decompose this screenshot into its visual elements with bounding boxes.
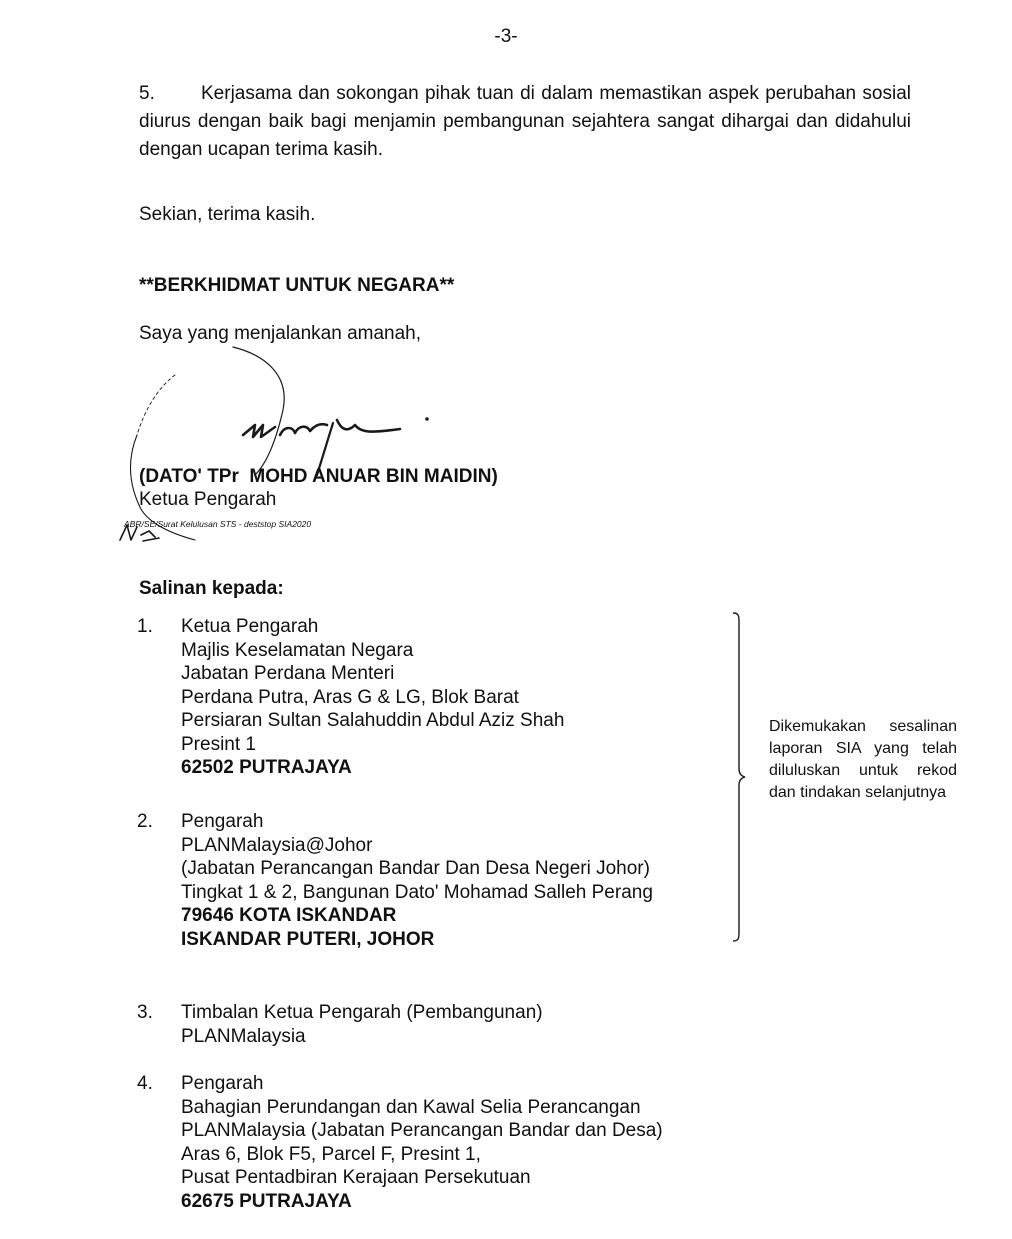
recipient-line: Pengarah <box>181 811 264 832</box>
paragraph-5 <box>139 80 911 164</box>
recipient-line: Aras 6, Blok F5, Parcel F, Presint 1, <box>181 1143 481 1165</box>
recipient-number: 2. <box>137 811 153 832</box>
recipient-number: 3. <box>137 1002 153 1023</box>
recipient-1 <box>137 615 737 785</box>
recipient-line: Jabatan Perdana Menteri <box>181 663 395 684</box>
recipient-line: Ketua Pengarah <box>181 616 319 637</box>
page-number: -3- <box>494 26 518 47</box>
bracket-brace <box>731 611 747 943</box>
closing-text: Sekian, terima kasih. <box>139 204 316 225</box>
signoff: Saya yang menjalankan amanah, <box>139 323 422 344</box>
signatory-title: Ketua Pengarah <box>139 489 277 510</box>
recipient-4 <box>137 1072 737 1222</box>
recipient-line: Persiaran Sultan Salahuddin Abdul Aziz Shah <box>181 710 565 731</box>
recipient-line: PLANMalaysia <box>181 1025 306 1047</box>
recipient-postcode-line: 62502 PUTRAJAYA <box>181 757 352 778</box>
recipient-city-line: ISKANDAR PUTERI, JOHOR <box>181 928 435 950</box>
paragraph-text: Kerjasama dan sokongan pihak tuan di dalam memastikan aspek perubahan sosial diurus dengan baik bagi menjamin pembangunan sejahtera sangat dihargai dan didahului dengan ucapan terima kasih. <box>139 83 911 160</box>
reference-note: ABR/SE/Surat Kelulusan STS - deststop SIA2020 <box>124 519 312 529</box>
recipient-line: (Jabatan Perancangan Bandar Dan Desa Negeri Johor) <box>181 858 650 879</box>
recipient-number: 1. <box>137 616 153 637</box>
recipient-2 <box>137 810 737 960</box>
recipient-line: Perdana Putra, Aras G & LG, Blok Barat <box>181 686 519 708</box>
recipient-line: Pengarah <box>181 1073 264 1094</box>
recipient-line: PLANMalaysia (Jabatan Perancangan Bandar dan Desa) <box>181 1120 663 1141</box>
signatory-name: (DATO' TPr MOHD ANUAR BIN MAIDIN) <box>139 466 498 487</box>
recipient-line: Pusat Pentadbiran Kerajaan Persekutuan <box>181 1167 531 1188</box>
recipient-line: Tingkat 1 & 2, Bangunan Dato' Mohamad Salleh Perang <box>181 881 653 903</box>
recipient-line: Majlis Keselamatan Negara <box>181 639 414 661</box>
recipient-3 <box>137 1001 737 1051</box>
recipient-postcode-line: 79646 KOTA ISKANDAR <box>181 905 397 926</box>
bracket-note: Dikemukakan sesalinan laporan SIA yang telah diluluskan untuk rekod dan tindakan selanjutnya <box>769 718 957 801</box>
paragraph-number: 5. <box>139 83 155 104</box>
recipient-postcode-line: 62675 PUTRAJAYA <box>181 1190 352 1212</box>
motto: **BERKHIDMAT UNTUK NEGARA** <box>139 275 455 296</box>
recipient-line: PLANMalaysia@Johor <box>181 834 373 856</box>
recipient-line: Timbalan Ketua Pengarah (Pembangunan) <box>181 1002 543 1023</box>
copies-heading: Salinan kepada: <box>139 578 284 599</box>
recipient-line: Bahagian Perundangan dan Kawal Selia Perancangan <box>181 1096 641 1118</box>
recipient-line: Presint 1 <box>181 733 256 755</box>
recipient-number: 4. <box>137 1073 153 1094</box>
